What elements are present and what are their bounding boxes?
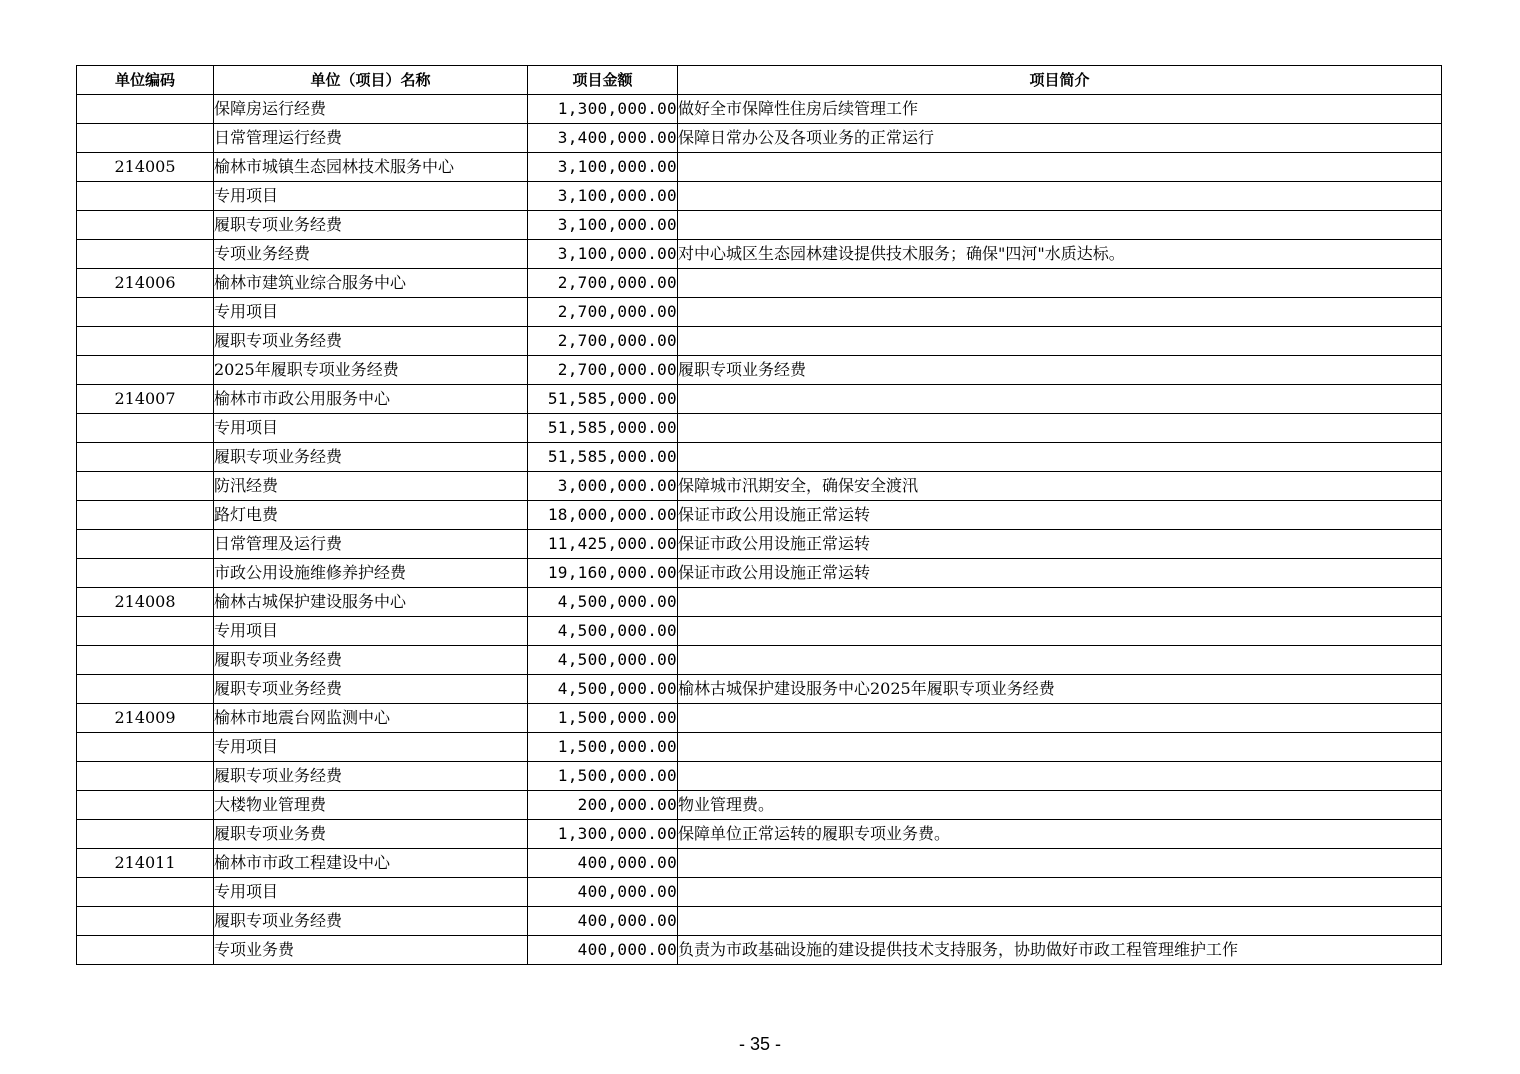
cell-amount: 3,100,000.00 [528, 240, 678, 269]
cell-unit-code [77, 124, 214, 153]
cell-amount: 2,700,000.00 [528, 356, 678, 385]
table-row [77, 849, 1442, 878]
cell-description [678, 617, 1442, 646]
cell-unit-code [77, 646, 214, 675]
table-row [77, 936, 1442, 965]
table-row [77, 298, 1442, 327]
cell-unit-code [77, 791, 214, 820]
cell-unit-name: 履职专项业务经费 [214, 211, 528, 240]
cell-amount: 1,300,000.00 [528, 95, 678, 124]
cell-unit-name: 市政公用设施维修养护经费 [214, 559, 528, 588]
cell-amount: 3,100,000.00 [528, 182, 678, 211]
cell-description: 保证市政公用设施正常运转 [678, 530, 1442, 559]
cell-description [678, 762, 1442, 791]
cell-unit-name: 路灯电费 [214, 501, 528, 530]
table-row [77, 907, 1442, 936]
cell-description [678, 182, 1442, 211]
cell-amount: 2,700,000.00 [528, 269, 678, 298]
cell-amount: 400,000.00 [528, 878, 678, 907]
cell-unit-name: 榆林市城镇生态园林技术服务中心 [214, 153, 528, 182]
table-row [77, 153, 1442, 182]
cell-amount: 1,500,000.00 [528, 762, 678, 791]
cell-description: 对中心城区生态园林建设提供技术服务；确保"四河"水质达标。 [678, 240, 1442, 269]
cell-unit-code [77, 530, 214, 559]
table-row [77, 414, 1442, 443]
cell-description [678, 269, 1442, 298]
table-row [77, 182, 1442, 211]
cell-amount: 400,000.00 [528, 849, 678, 878]
cell-unit-name: 榆林市地震台网监测中心 [214, 704, 528, 733]
cell-unit-name: 保障房运行经费 [214, 95, 528, 124]
cell-description: 保障单位正常运转的履职专项业务费。 [678, 820, 1442, 849]
table-row [77, 472, 1442, 501]
cell-unit-code: 214005 [77, 153, 214, 182]
table-row [77, 501, 1442, 530]
cell-unit-code [77, 414, 214, 443]
table-row [77, 443, 1442, 472]
cell-description [678, 646, 1442, 675]
cell-unit-code [77, 298, 214, 327]
cell-description [678, 704, 1442, 733]
cell-unit-name: 履职专项业务经费 [214, 646, 528, 675]
table-body [77, 95, 1442, 965]
table-row [77, 124, 1442, 153]
header-amount: 项目金额 [528, 66, 678, 95]
cell-amount: 3,100,000.00 [528, 153, 678, 182]
cell-description [678, 327, 1442, 356]
header-row [77, 66, 1442, 95]
cell-unit-name: 履职专项业务费 [214, 820, 528, 849]
header-unit-code: 单位编码 [77, 66, 214, 95]
cell-unit-name: 履职专项业务经费 [214, 907, 528, 936]
cell-unit-code [77, 762, 214, 791]
cell-description: 做好全市保障性住房后续管理工作 [678, 95, 1442, 124]
cell-amount: 1,500,000.00 [528, 733, 678, 762]
cell-unit-name: 专用项目 [214, 733, 528, 762]
cell-description [678, 414, 1442, 443]
cell-unit-name: 专用项目 [214, 414, 528, 443]
cell-amount: 2,700,000.00 [528, 327, 678, 356]
table-row [77, 95, 1442, 124]
table-row [77, 762, 1442, 791]
cell-amount: 19,160,000.00 [528, 559, 678, 588]
table-row [77, 327, 1442, 356]
cell-description [678, 443, 1442, 472]
cell-description [678, 153, 1442, 182]
cell-amount: 2,700,000.00 [528, 298, 678, 327]
table-row [77, 240, 1442, 269]
cell-unit-code [77, 356, 214, 385]
cell-unit-code [77, 211, 214, 240]
cell-amount: 11,425,000.00 [528, 530, 678, 559]
cell-unit-name: 榆林古城保护建设服务中心 [214, 588, 528, 617]
cell-description [678, 588, 1442, 617]
cell-unit-code: 214006 [77, 269, 214, 298]
cell-unit-name: 履职专项业务经费 [214, 327, 528, 356]
cell-unit-code: 214008 [77, 588, 214, 617]
cell-amount: 4,500,000.00 [528, 675, 678, 704]
table-row [77, 820, 1442, 849]
cell-unit-name: 大楼物业管理费 [214, 791, 528, 820]
cell-description: 保证市政公用设施正常运转 [678, 501, 1442, 530]
table-row [77, 675, 1442, 704]
cell-amount: 400,000.00 [528, 907, 678, 936]
cell-amount: 1,300,000.00 [528, 820, 678, 849]
table-row [77, 356, 1442, 385]
cell-unit-name: 专用项目 [214, 878, 528, 907]
cell-amount: 4,500,000.00 [528, 617, 678, 646]
cell-unit-name: 榆林市市政工程建设中心 [214, 849, 528, 878]
cell-description [678, 385, 1442, 414]
cell-unit-code [77, 501, 214, 530]
cell-amount: 51,585,000.00 [528, 443, 678, 472]
header-unit-name: 单位（项目）名称 [214, 66, 528, 95]
cell-description [678, 849, 1442, 878]
cell-unit-code [77, 182, 214, 211]
table-row [77, 559, 1442, 588]
cell-amount: 3,400,000.00 [528, 124, 678, 153]
table-row [77, 588, 1442, 617]
cell-unit-code [77, 95, 214, 124]
table-row [77, 617, 1442, 646]
cell-unit-code [77, 240, 214, 269]
cell-amount: 4,500,000.00 [528, 588, 678, 617]
cell-amount: 18,000,000.00 [528, 501, 678, 530]
table-header [77, 66, 1442, 95]
cell-amount: 3,000,000.00 [528, 472, 678, 501]
cell-unit-name: 履职专项业务经费 [214, 675, 528, 704]
page-number: - 35 - [738, 1034, 781, 1054]
table-row [77, 878, 1442, 907]
cell-amount: 51,585,000.00 [528, 414, 678, 443]
cell-unit-code [77, 617, 214, 646]
cell-unit-code: 214007 [77, 385, 214, 414]
header-description: 项目简介 [678, 66, 1442, 95]
cell-unit-name: 专用项目 [214, 182, 528, 211]
cell-description: 保证市政公用设施正常运转 [678, 559, 1442, 588]
cell-unit-code [77, 472, 214, 501]
cell-unit-name: 防汛经费 [214, 472, 528, 501]
table-row [77, 211, 1442, 240]
cell-unit-name: 榆林市市政公用服务中心 [214, 385, 528, 414]
cell-unit-name: 履职专项业务经费 [214, 443, 528, 472]
cell-unit-name: 日常管理运行经费 [214, 124, 528, 153]
cell-unit-code [77, 936, 214, 965]
cell-description [678, 298, 1442, 327]
table-row [77, 646, 1442, 675]
cell-description: 保障城市汛期安全，确保安全渡汛 [678, 472, 1442, 501]
table-row [77, 704, 1442, 733]
cell-amount: 1,500,000.00 [528, 704, 678, 733]
budget-table [76, 65, 1442, 965]
cell-description [678, 211, 1442, 240]
cell-unit-name: 履职专项业务经费 [214, 762, 528, 791]
cell-unit-name: 日常管理及运行费 [214, 530, 528, 559]
cell-unit-code [77, 878, 214, 907]
cell-unit-code [77, 675, 214, 704]
cell-description [678, 907, 1442, 936]
table-row [77, 530, 1442, 559]
cell-description: 履职专项业务经费 [678, 356, 1442, 385]
cell-unit-code: 214011 [77, 849, 214, 878]
table-row [77, 385, 1442, 414]
cell-unit-code: 214009 [77, 704, 214, 733]
cell-unit-name: 专项业务费 [214, 936, 528, 965]
cell-description: 物业管理费。 [678, 791, 1442, 820]
cell-unit-code [77, 327, 214, 356]
cell-unit-name: 专项业务经费 [214, 240, 528, 269]
cell-unit-code [77, 820, 214, 849]
cell-amount: 4,500,000.00 [528, 646, 678, 675]
cell-description: 负责为市政基础设施的建设提供技术支持服务，协助做好市政工程管理维护工作 [678, 936, 1442, 965]
cell-unit-name: 专用项目 [214, 298, 528, 327]
cell-amount: 51,585,000.00 [528, 385, 678, 414]
cell-description: 榆林古城保护建设服务中心2025年履职专项业务经费 [678, 675, 1442, 704]
table-row [77, 791, 1442, 820]
cell-unit-name: 榆林市建筑业综合服务中心 [214, 269, 528, 298]
cell-unit-code [77, 907, 214, 936]
cell-description [678, 878, 1442, 907]
cell-amount: 3,100,000.00 [528, 211, 678, 240]
cell-unit-name: 专用项目 [214, 617, 528, 646]
table-row [77, 269, 1442, 298]
cell-amount: 400,000.00 [528, 936, 678, 965]
cell-unit-name: 2025年履职专项业务经费 [214, 356, 528, 385]
cell-description [678, 733, 1442, 762]
cell-unit-code [77, 559, 214, 588]
cell-description: 保障日常办公及各项业务的正常运行 [678, 124, 1442, 153]
table-row [77, 733, 1442, 762]
cell-amount: 200,000.00 [528, 791, 678, 820]
cell-unit-code [77, 443, 214, 472]
cell-unit-code [77, 733, 214, 762]
